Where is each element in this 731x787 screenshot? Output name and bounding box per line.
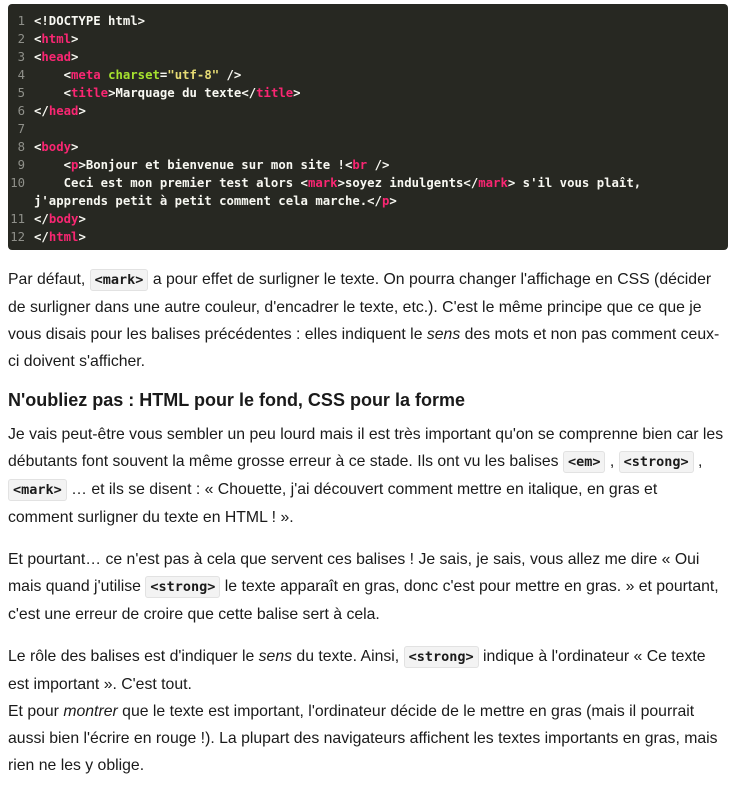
code-text: <meta charset="utf-8" /> [34,68,242,82]
line-number: 1 [17,14,25,28]
code-line [8,66,728,84]
inline-code-strong: <strong> [145,576,220,598]
line-number: 6 [17,104,25,118]
code-text: </head> [34,104,86,118]
paragraph-mark-default: Par défaut, <mark> a pour effet de surligner le texte. On pourra changer l'affichage en CSS (décider de surligner dans une autre couleur, d'encadrer le texte, etc.). C'est le même principe que ce que je vous disais pour les balises précédentes : elles indiquent le sens des mots et non pas comment ceux-ci doivent s'afficher. [8,271,720,370]
line-number: 12 [10,230,25,244]
code-line [8,174,728,210]
code-line [8,156,728,174]
code-line [8,228,728,246]
inline-code-strong: <strong> [619,451,694,473]
code-text: <html> [34,32,79,46]
code-text: </body> [34,212,86,226]
paragraph-beginner-mistake: Je vais peut-être vous sembler un peu lourd mais il est très important qu'on se comprenne bien car les débutants font souvent la même grosse erreur à ce stade. Ils ont vu les balises <em> , <strong> , <mark> … et ils se disent : « Chouette, j'ai découvert comment mettre en italique, en gras et comment surligner du texte en HTML ! ». [8,426,724,526]
line-number: 11 [10,212,25,226]
inline-code-mark: <mark> [90,269,149,291]
line-number: 3 [17,50,25,64]
code-line [8,102,728,120]
emphasis-montrer: montrer [63,703,118,720]
inline-code-strong: <strong> [404,646,479,668]
code-line [8,84,728,102]
code-line [8,138,728,156]
line-number: 5 [17,86,25,100]
line-number: 10 [10,176,25,190]
code-line [8,48,728,66]
code-text: Ceci est mon premier test alors <mark>soyez indulgents</mark> s'il vous plaît, j'apprends petit à petit comment cela marche.</p> [34,176,649,208]
line-number: 2 [17,32,25,46]
code-text: </html> [34,230,86,244]
article-body [8,266,724,779]
code-text: <title>Marquage du texte</title> [34,86,301,100]
code-line [8,12,728,30]
code-text [34,120,728,138]
inline-code-mark: <mark> [8,479,67,501]
section-heading: N'oubliez pas : HTML pour le fond, CSS pour la forme [8,390,465,410]
line-number: 8 [17,140,25,154]
line-number: 4 [17,68,25,82]
emphasis-sens: sens [258,648,293,665]
line-number: 9 [17,158,25,172]
paragraph-role-of-tags: Le rôle des balises est d'indiquer le sens du texte. Ainsi, <strong> indique à l'ordinateur « Ce texte est important ». C'est tout. Et pour montrer que le texte est important, l'ordinateur décide de le mettre en gras (mais il pourrait aussi bien l'écrire en rouge !). La plupart des navigateurs affichent les textes importants en gras, mais rien ne les y oblige. [8,648,718,774]
code-text: <head> [34,50,79,64]
code-line [8,30,728,48]
code-line [8,120,728,138]
emphasis-sens: sens [426,326,461,343]
code-block [8,4,728,250]
code-text: <p>Bonjour et bienvenue sur mon site !<br /> [34,158,390,172]
line-number: 7 [17,122,25,136]
inline-code-em: <em> [563,451,606,473]
code-text: <body> [34,140,79,154]
code-line [8,210,728,228]
paragraph-however: Et pourtant… ce n'est pas à cela que servent ces balises ! Je sais, je sais, vous allez me dire « Oui mais quand j'utilise <strong> le texte apparaît en gras, donc c'est pour mettre en gras. » et pourtant, c'est une erreur de croire que cette balise sert à cela. [8,551,719,623]
code-text: <!DOCTYPE html> [34,14,146,28]
